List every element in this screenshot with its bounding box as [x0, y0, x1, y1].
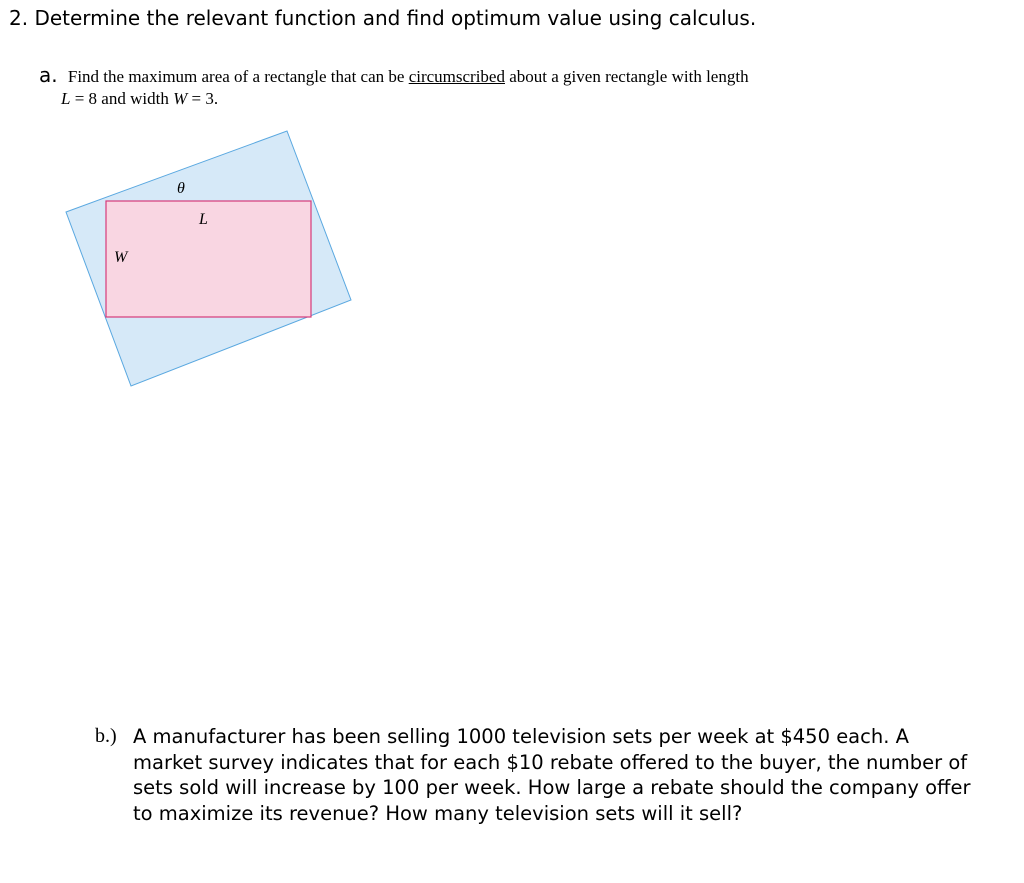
theta-label: θ: [177, 180, 185, 197]
part-b-marker: b.): [95, 725, 117, 747]
rectangle-figure: [0, 0, 400, 400]
inner-rectangle: [106, 201, 311, 317]
part-b-text: A manufacturer has been selling 1000 television sets per week at $450 each. A market survey indicates that for each $10 rebate offered to the buyer, the number of sets sold will increase by 100 per week. How large a rebate should the company offer to maximize its revenue? How many television sets will it sell?: [133, 725, 971, 825]
part-a-text-before: Find the maximum area of a rectangle that can be: [67, 67, 405, 86]
part-a-text-after: about a given rectangle with length: [509, 67, 749, 86]
part-b: [95, 724, 995, 826]
width-symbol: W: [173, 89, 188, 108]
length-value: = 8 and width: [70, 89, 174, 108]
length-label: L: [199, 211, 208, 228]
width-label: W: [114, 249, 128, 266]
width-value: = 3.: [187, 89, 219, 108]
length-symbol: L: [61, 89, 71, 108]
question-heading: 2. Determine the relevant function and find optimum value using calculus.: [9, 6, 757, 30]
part-a-underlined-word: circumscribed: [408, 67, 505, 86]
part-a-marker: a.: [39, 63, 58, 87]
